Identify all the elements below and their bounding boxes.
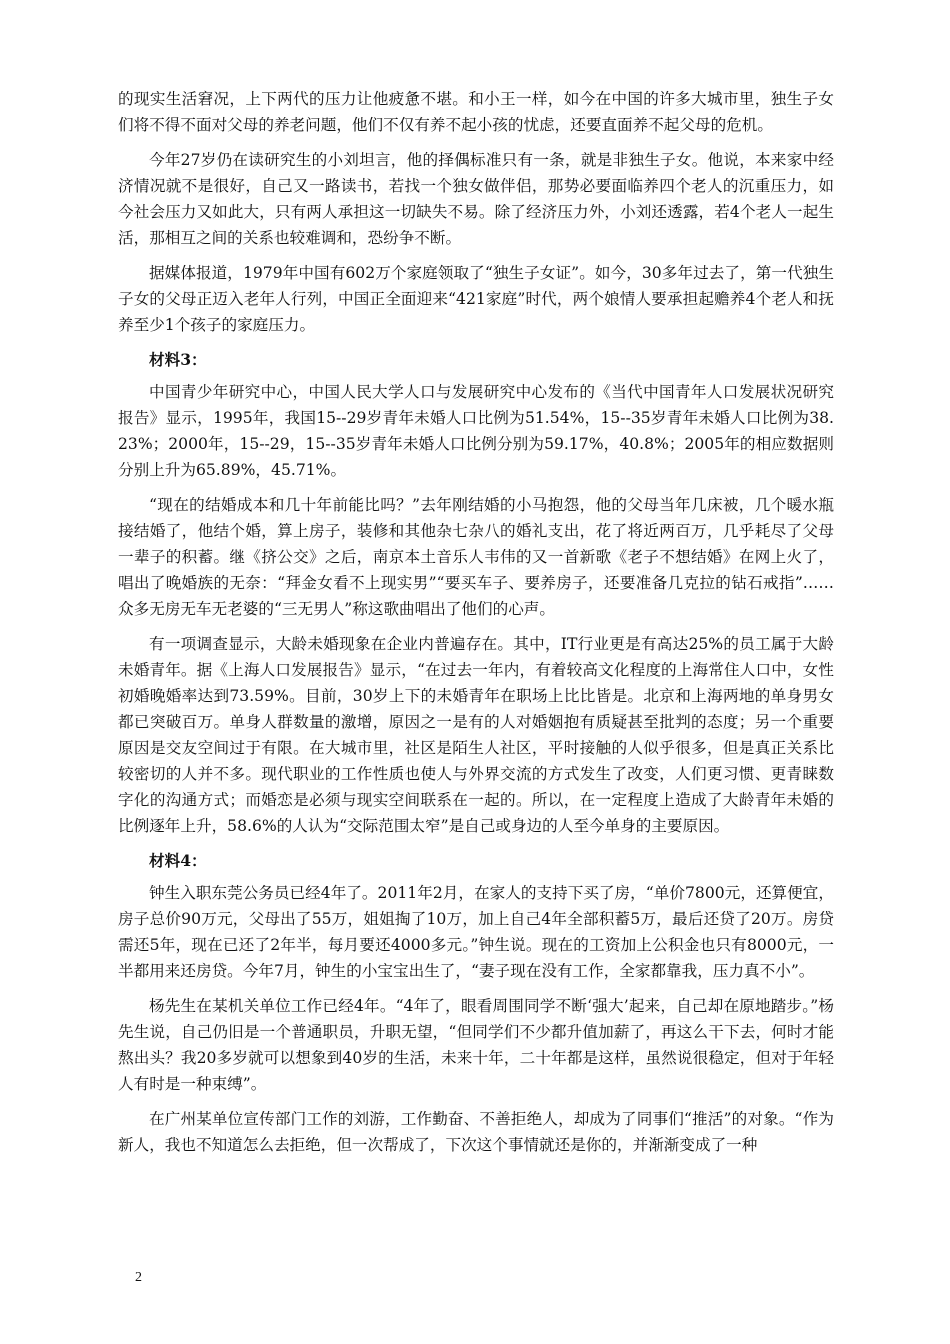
page-number: 2 xyxy=(135,1270,142,1285)
paragraph-7: 钟生入职东莞公务员已经4年了。2011年2月，在家人的支持下买了房，“单价7800元，还算便宜，房子总价90万元，父母出了55万，姐姐掏了10万，加上自己4年全部积蓄5万，最后还贷了20万。房贷需还5年，现在已还了2年半，每月要还4000多元。”钟生说。现在的工资加上公积金也只有8000元，一半都用来还房贷。今年7月，钟生的小宝宝出生了，“妻子现在没有工作，全家都靠我，压力真不小”。 xyxy=(118,884,834,980)
paragraph-4: 中国青少年研究中心，中国人民大学人口与发展研究中心发布的《当代中国青年人口发展状况研究报告》显示，1995年，我国15--29岁青年未婚人口比例为51.54%，15--35岁青年未婚人口比例为38.23%；2000年，15--29，15--35岁青年未婚人口比例分别为59.17%，40.8%；2005年的相应数据则分别上升为65.89%，45.71%。 xyxy=(118,383,834,479)
paragraph-8: 杨先生在某机关单位工作已经4年。“4年了，眼看周围同学不断‘强大’起来，自己却在原地踏步。”杨先生说，自己仍旧是一个普通职员，升职无望，“但同学们不少都升值加薪了，再这么干下去，何时才能熬出头？我20多岁就可以想象到40岁的生活，未来十年，二十年都是这样，虽然说很稳定，但对于年轻人有时是一种束缚”。 xyxy=(118,997,834,1093)
paragraph-5: “现在的结婚成本和几十年前能比吗？”去年刚结婚的小马抱怨，他的父母当年几床被，几个暖水瓶接结婚了，他结个婚，算上房子，装修和其他杂七杂八的婚礼支出，花了将近两百万，几乎耗尽了父母一辈子的积蓄。继《挤公交》之后，南京本土音乐人韦伟的又一首新歌《老子不想结婚》在网上火了，唱出了晚婚族的无奈：“拜金女看不上现实男”“要买车子、要养房子，还要准备几克拉的钻石戒指”……众多无房无车无老婆的“三无男人”称这歌曲唱出了他们的心声。 xyxy=(118,496,834,618)
paragraph-6: 有一项调查显示，大龄未婚现象在企业内普遍存在。其中，IT行业更是有高达25%的员工属于大龄未婚青年。据《上海人口发展报告》显示，“在过去一年内，有着较高文化程度的上海常住人口中，女性初婚晚婚率达到73.59%。目前，30岁上下的未婚青年在职场上比比皆是。北京和上海两地的单身男女都已突破百万。单身人群数量的激增，原因之一是有的人对婚姻抱有质疑甚至批判的态度；另一个重要原因是交友空间过于有限。在大城市里，社区是陌生人社区，平时接触的人似乎很多，但是真正关系比较密切的人并不多。现代职业的工作性质也使人与外界交流的方式发生了改变，人们更习惯、更青睐数字化的沟通方式；而婚恋是必须与现实空间联系在一起的。所以，在一定程度上造成了大龄青年未婚的比例逐年上升，58.6%的人认为“交际范围太窄”是自己或身边的人至今单身的主要原因。 xyxy=(118,635,834,835)
paragraph-2: 今年27岁仍在读研究生的小刘坦言，他的择偶标准只有一条，就是非独生子女。他说，本来家中经济情况就不是很好，自己又一路读书，若找一个独女做伴侣，那势必要面临养四个老人的沉重压力，如今社会压力又如此大，只有两人承担这一切缺失不易。除了经济压力外，小刘还透露，若4个老人一起生活，那相互之间的关系也较难调和，恐纷争不断。 xyxy=(118,151,834,247)
document-body xyxy=(118,86,834,1167)
paragraph-9: 在广州某单位宣传部门工作的刘游，工作勤奋、不善拒绝人，却成为了同事们“推活”的对象。“作为新人，我也不知道怎么去拒绝，但一次帮成了，下次这个事情就还是你的，并渐渐变成了一种 xyxy=(118,1110,834,1154)
paragraph-1: 的现实生活窘况，上下两代的压力让他疲惫不堪。和小王一样，如今在中国的许多大城市里，独生子女们将不得不面对父母的养老问题，他们不仅有养不起小孩的忧虑，还要直面养不起父母的危机。 xyxy=(118,90,834,134)
paragraph-3: 据媒体报道，1979年中国有602万个家庭领取了“独生子女证”。如今，30多年过去了，第一代独生子女的父母正迈入老年人行列，中国正全面迎来“421家庭”时代，两个娘情人要承担起赡养4个老人和抚养至少1个孩子的家庭压力。 xyxy=(118,264,834,334)
section-heading-material-3: 材料3： xyxy=(149,350,207,369)
section-heading-material-4: 材料4： xyxy=(149,851,207,870)
